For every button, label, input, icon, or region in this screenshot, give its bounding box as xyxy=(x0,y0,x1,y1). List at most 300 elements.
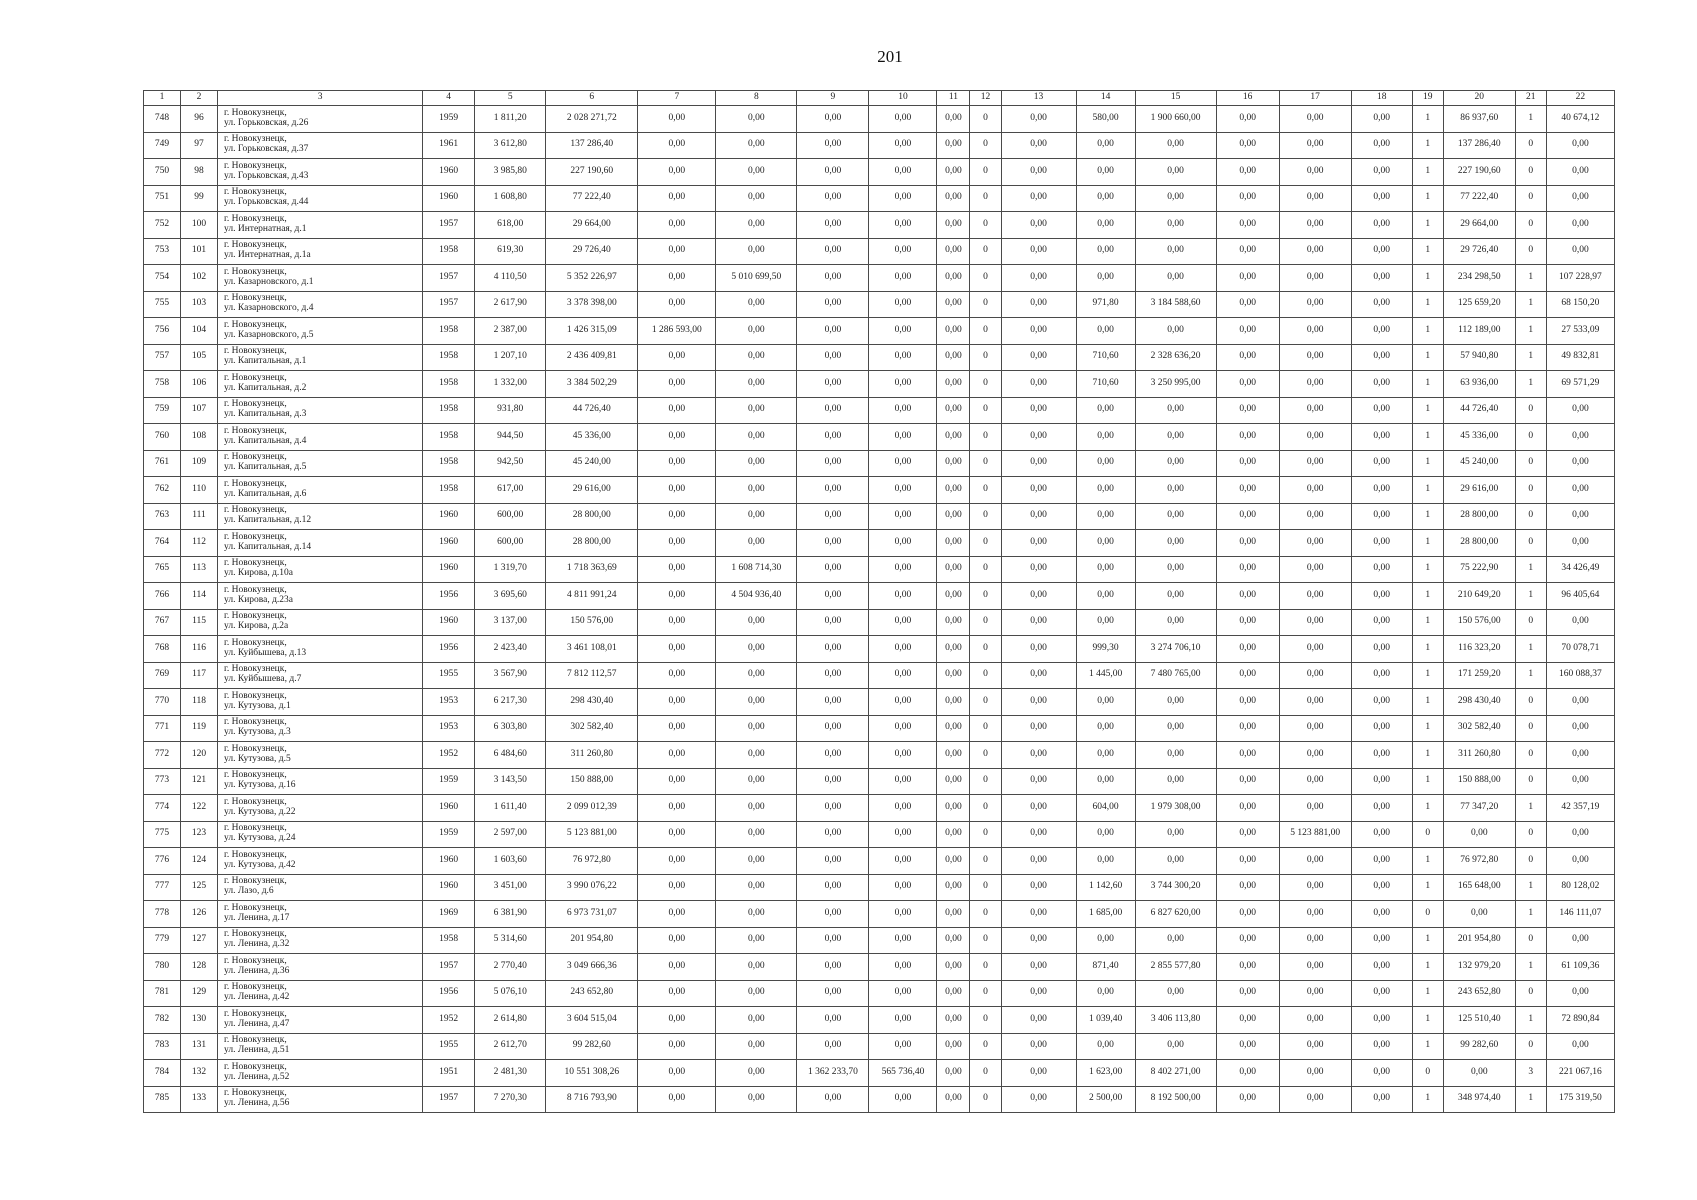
table-cell-col-2: 128 xyxy=(181,954,218,981)
table-cell-col-8: 0,00 xyxy=(716,609,797,636)
table-cell-col-2: 110 xyxy=(181,477,218,504)
table-cell-col-10: 0,00 xyxy=(869,689,937,716)
table-row xyxy=(144,821,1615,848)
table-cell-col-18: 0,00 xyxy=(1351,424,1412,451)
table-row xyxy=(144,954,1615,981)
table-cell-col-14: 0,00 xyxy=(1076,185,1135,212)
table-cell-col-17: 0,00 xyxy=(1279,980,1351,1007)
table-cell-col-13: 0,00 xyxy=(1001,503,1076,530)
table-cell-col-8: 0,00 xyxy=(716,662,797,689)
table-cell-col-9: 0,00 xyxy=(797,768,869,795)
table-cell-col-16: 0,00 xyxy=(1216,954,1279,981)
table-cell-col-4: 1958 xyxy=(423,477,475,504)
table-cell-col-20: 29 616,00 xyxy=(1443,477,1515,504)
table-cell-col-11: 0,00 xyxy=(937,954,970,981)
table-cell-col-17: 0,00 xyxy=(1279,265,1351,292)
table-cell-col-15: 6 827 620,00 xyxy=(1135,901,1216,928)
address-city: г. Новокузнецк, xyxy=(224,452,287,463)
column-header-20: 20 xyxy=(1443,91,1515,106)
address-street: ул. Ленина, д.32 xyxy=(224,939,290,950)
table-cell-col-14: 0,00 xyxy=(1076,556,1135,583)
table-cell-col-9: 0,00 xyxy=(797,450,869,477)
table-row xyxy=(144,742,1615,769)
table-cell-col-13: 0,00 xyxy=(1001,980,1076,1007)
table-cell-col-18: 0,00 xyxy=(1351,715,1412,742)
address-cell xyxy=(218,609,423,636)
table-cell-col-12: 0 xyxy=(970,662,1001,689)
table-cell-col-22: 160 088,37 xyxy=(1546,662,1614,689)
table-cell-col-21: 1 xyxy=(1515,1086,1546,1113)
table-cell-col-8: 4 504 936,40 xyxy=(716,583,797,610)
table-cell-col-16: 0,00 xyxy=(1216,901,1279,928)
address-city: г. Новокузнецк, xyxy=(224,531,287,542)
table-cell-col-5: 2 612,70 xyxy=(475,1033,546,1060)
table-cell-col-6: 201 954,80 xyxy=(546,927,638,954)
table-cell-col-12: 0 xyxy=(970,848,1001,875)
column-header-7: 7 xyxy=(638,91,716,106)
table-cell-col-20: 243 652,80 xyxy=(1443,980,1515,1007)
table-cell-col-9: 0,00 xyxy=(797,874,869,901)
table-cell-col-7: 0,00 xyxy=(638,662,716,689)
table-cell-col-5: 4 110,50 xyxy=(475,265,546,292)
table-cell-col-6: 44 726,40 xyxy=(546,397,638,424)
table-cell-col-20: 298 430,40 xyxy=(1443,689,1515,716)
table-cell-col-1: 759 xyxy=(144,397,181,424)
table-cell-col-19: 1 xyxy=(1412,954,1443,981)
column-header-11: 11 xyxy=(937,91,970,106)
table-cell-col-20: 86 937,60 xyxy=(1443,106,1515,133)
table-cell-col-19: 1 xyxy=(1412,689,1443,716)
table-cell-col-11: 0,00 xyxy=(937,318,970,345)
table-cell-col-7: 0,00 xyxy=(638,1033,716,1060)
table-cell-col-13: 0,00 xyxy=(1001,185,1076,212)
table-cell-col-20: 76 972,80 xyxy=(1443,848,1515,875)
table-cell-col-15: 1 979 308,00 xyxy=(1135,795,1216,822)
table-cell-col-5: 2 617,90 xyxy=(475,291,546,318)
table-cell-col-9: 0,00 xyxy=(797,238,869,265)
address-city: г. Новокузнецк, xyxy=(224,399,287,410)
table-cell-col-8: 0,00 xyxy=(716,238,797,265)
table-cell-col-18: 0,00 xyxy=(1351,503,1412,530)
table-cell-col-16: 0,00 xyxy=(1216,450,1279,477)
table-cell-col-10: 0,00 xyxy=(869,609,937,636)
table-cell-col-1: 751 xyxy=(144,185,181,212)
table-cell-col-16: 0,00 xyxy=(1216,132,1279,159)
table-cell-col-22: 0,00 xyxy=(1546,742,1614,769)
table-cell-col-6: 29 664,00 xyxy=(546,212,638,239)
table-cell-col-4: 1952 xyxy=(423,1007,475,1034)
table-cell-col-4: 1959 xyxy=(423,106,475,133)
table-cell-col-2: 97 xyxy=(181,132,218,159)
address-cell xyxy=(218,848,423,875)
table-cell-col-1: 779 xyxy=(144,927,181,954)
table-cell-col-19: 1 xyxy=(1412,106,1443,133)
address-cell xyxy=(218,291,423,318)
table-cell-col-21: 1 xyxy=(1515,265,1546,292)
table-cell-col-18: 0,00 xyxy=(1351,927,1412,954)
table-cell-col-17: 0,00 xyxy=(1279,106,1351,133)
table-cell-col-19: 1 xyxy=(1412,662,1443,689)
table-cell-col-1: 773 xyxy=(144,768,181,795)
table-cell-col-22: 0,00 xyxy=(1546,927,1614,954)
table-cell-col-10: 0,00 xyxy=(869,371,937,398)
address-city: г. Новокузнецк, xyxy=(224,160,287,171)
table-cell-col-19: 1 xyxy=(1412,980,1443,1007)
address-cell xyxy=(218,742,423,769)
table-cell-col-13: 0,00 xyxy=(1001,424,1076,451)
table-cell-col-16: 0,00 xyxy=(1216,238,1279,265)
table-cell-col-16: 0,00 xyxy=(1216,530,1279,557)
table-cell-col-5: 931,80 xyxy=(475,397,546,424)
table-cell-col-10: 0,00 xyxy=(869,265,937,292)
address-city: г. Новокузнецк, xyxy=(224,743,287,754)
table-cell-col-9: 0,00 xyxy=(797,848,869,875)
table-cell-col-4: 1961 xyxy=(423,132,475,159)
table-cell-col-21: 0 xyxy=(1515,689,1546,716)
table-cell-col-21: 1 xyxy=(1515,291,1546,318)
table-cell-col-11: 0,00 xyxy=(937,848,970,875)
table-cell-col-10: 0,00 xyxy=(869,397,937,424)
table-cell-col-6: 8 716 793,90 xyxy=(546,1086,638,1113)
table-cell-col-10: 0,00 xyxy=(869,159,937,186)
table-cell-col-5: 1 603,60 xyxy=(475,848,546,875)
table-cell-col-17: 0,00 xyxy=(1279,344,1351,371)
table-cell-col-12: 0 xyxy=(970,530,1001,557)
address-street: ул. Ленина, д.51 xyxy=(224,1045,290,1056)
table-cell-col-20: 75 222,90 xyxy=(1443,556,1515,583)
table-cell-col-11: 0,00 xyxy=(937,662,970,689)
address-street: ул. Капитальная, д.2 xyxy=(224,382,307,393)
table-cell-col-19: 1 xyxy=(1412,503,1443,530)
table-cell-col-16: 0,00 xyxy=(1216,768,1279,795)
table-cell-col-17: 0,00 xyxy=(1279,715,1351,742)
table-cell-col-6: 150 576,00 xyxy=(546,609,638,636)
table-cell-col-6: 1 718 363,69 xyxy=(546,556,638,583)
table-cell-col-19: 1 xyxy=(1412,344,1443,371)
table-cell-col-1: 776 xyxy=(144,848,181,875)
address-street: ул. Казарновского, д.4 xyxy=(224,303,314,314)
table-cell-col-22: 61 109,36 xyxy=(1546,954,1614,981)
table-cell-col-22: 0,00 xyxy=(1546,848,1614,875)
table-cell-col-10: 0,00 xyxy=(869,238,937,265)
table-cell-col-2: 109 xyxy=(181,450,218,477)
table-cell-col-15: 0,00 xyxy=(1135,980,1216,1007)
table-cell-col-17: 0,00 xyxy=(1279,1060,1351,1087)
table-cell-col-13: 0,00 xyxy=(1001,318,1076,345)
table-cell-col-17: 0,00 xyxy=(1279,397,1351,424)
table-row xyxy=(144,424,1615,451)
table-cell-col-13: 0,00 xyxy=(1001,662,1076,689)
address-city: г. Новокузнецк, xyxy=(224,929,287,940)
table-cell-col-17: 0,00 xyxy=(1279,185,1351,212)
table-cell-col-20: 201 954,80 xyxy=(1443,927,1515,954)
table-cell-col-19: 1 xyxy=(1412,424,1443,451)
table-cell-col-12: 0 xyxy=(970,901,1001,928)
column-header-17: 17 xyxy=(1279,91,1351,106)
table-cell-col-15: 3 274 706,10 xyxy=(1135,636,1216,663)
address-cell xyxy=(218,980,423,1007)
table-cell-col-2: 124 xyxy=(181,848,218,875)
table-cell-col-9: 0,00 xyxy=(797,901,869,928)
table-cell-col-12: 0 xyxy=(970,821,1001,848)
table-cell-col-15: 0,00 xyxy=(1135,742,1216,769)
table-cell-col-15: 3 250 995,00 xyxy=(1135,371,1216,398)
column-header-18: 18 xyxy=(1351,91,1412,106)
table-cell-col-19: 1 xyxy=(1412,185,1443,212)
table-cell-col-17: 0,00 xyxy=(1279,742,1351,769)
address-street: ул. Казарновского, д.5 xyxy=(224,329,314,340)
table-cell-col-9: 0,00 xyxy=(797,291,869,318)
table-row xyxy=(144,848,1615,875)
table-cell-col-9: 0,00 xyxy=(797,424,869,451)
table-cell-col-7: 0,00 xyxy=(638,503,716,530)
table-cell-col-17: 5 123 881,00 xyxy=(1279,821,1351,848)
table-cell-col-1: 760 xyxy=(144,424,181,451)
table-cell-col-6: 2 028 271,72 xyxy=(546,106,638,133)
table-cell-col-1: 767 xyxy=(144,609,181,636)
table-cell-col-7: 0,00 xyxy=(638,397,716,424)
table-cell-col-21: 1 xyxy=(1515,954,1546,981)
table-cell-col-11: 0,00 xyxy=(937,1060,970,1087)
address-city: г. Новокузнецк, xyxy=(224,319,287,330)
table-row xyxy=(144,106,1615,133)
table-cell-col-10: 0,00 xyxy=(869,185,937,212)
table-cell-col-1: 766 xyxy=(144,583,181,610)
table-cell-col-6: 3 049 666,36 xyxy=(546,954,638,981)
table-cell-col-12: 0 xyxy=(970,927,1001,954)
table-cell-col-4: 1969 xyxy=(423,901,475,928)
table-cell-col-10: 0,00 xyxy=(869,1007,937,1034)
table-cell-col-7: 0,00 xyxy=(638,132,716,159)
table-cell-col-14: 0,00 xyxy=(1076,768,1135,795)
address-city: г. Новокузнецк, xyxy=(224,611,287,622)
table-cell-col-20: 150 888,00 xyxy=(1443,768,1515,795)
address-street: ул. Ленина, д.42 xyxy=(224,992,290,1003)
table-cell-col-7: 0,00 xyxy=(638,636,716,663)
table-cell-col-15: 7 480 765,00 xyxy=(1135,662,1216,689)
table-cell-col-2: 121 xyxy=(181,768,218,795)
table-row xyxy=(144,265,1615,292)
table-cell-col-8: 0,00 xyxy=(716,821,797,848)
address-city: г. Новокузнецк, xyxy=(224,584,287,595)
table-row xyxy=(144,636,1615,663)
table-cell-col-1: 770 xyxy=(144,689,181,716)
table-cell-col-5: 619,30 xyxy=(475,238,546,265)
table-cell-col-13: 0,00 xyxy=(1001,609,1076,636)
table-cell-col-21: 1 xyxy=(1515,1007,1546,1034)
table-cell-col-6: 3 604 515,04 xyxy=(546,1007,638,1034)
table-cell-col-6: 3 384 502,29 xyxy=(546,371,638,398)
table-cell-col-10: 0,00 xyxy=(869,742,937,769)
table-cell-col-20: 44 726,40 xyxy=(1443,397,1515,424)
table-cell-col-21: 0 xyxy=(1515,424,1546,451)
table-cell-col-9: 0,00 xyxy=(797,265,869,292)
table-cell-col-7: 0,00 xyxy=(638,795,716,822)
table-cell-col-14: 1 039,40 xyxy=(1076,1007,1135,1034)
table-cell-col-15: 0,00 xyxy=(1135,927,1216,954)
table-cell-col-6: 28 800,00 xyxy=(546,530,638,557)
table-cell-col-18: 0,00 xyxy=(1351,132,1412,159)
table-cell-col-13: 0,00 xyxy=(1001,1007,1076,1034)
table-cell-col-11: 0,00 xyxy=(937,185,970,212)
table-cell-col-1: 753 xyxy=(144,238,181,265)
table-cell-col-16: 0,00 xyxy=(1216,583,1279,610)
table-cell-col-21: 1 xyxy=(1515,106,1546,133)
table-cell-col-7: 0,00 xyxy=(638,371,716,398)
table-cell-col-22: 175 319,50 xyxy=(1546,1086,1614,1113)
table-cell-col-7: 0,00 xyxy=(638,185,716,212)
table-cell-col-19: 0 xyxy=(1412,821,1443,848)
table-cell-col-6: 45 240,00 xyxy=(546,450,638,477)
table-cell-col-14: 0,00 xyxy=(1076,159,1135,186)
table-cell-col-1: 762 xyxy=(144,477,181,504)
table-cell-col-16: 0,00 xyxy=(1216,477,1279,504)
table-cell-col-18: 0,00 xyxy=(1351,1033,1412,1060)
table-cell-col-8: 0,00 xyxy=(716,212,797,239)
table-cell-col-15: 0,00 xyxy=(1135,503,1216,530)
table-cell-col-14: 710,60 xyxy=(1076,371,1135,398)
address-city: г. Новокузнецк, xyxy=(224,425,287,436)
table-cell-col-1: 763 xyxy=(144,503,181,530)
table-cell-col-12: 0 xyxy=(970,106,1001,133)
address-cell xyxy=(218,715,423,742)
table-cell-col-16: 0,00 xyxy=(1216,397,1279,424)
address-street: ул. Ленина, д.47 xyxy=(224,1018,290,1029)
address-street: ул. Горьковская, д.43 xyxy=(224,170,309,181)
table-cell-col-22: 42 357,19 xyxy=(1546,795,1614,822)
table-cell-col-11: 0,00 xyxy=(937,424,970,451)
table-cell-col-20: 77 347,20 xyxy=(1443,795,1515,822)
table-cell-col-14: 0,00 xyxy=(1076,212,1135,239)
address-city: г. Новокузнецк, xyxy=(224,505,287,516)
table-cell-col-12: 0 xyxy=(970,424,1001,451)
table-cell-col-5: 3 143,50 xyxy=(475,768,546,795)
table-row xyxy=(144,927,1615,954)
table-cell-col-5: 1 332,00 xyxy=(475,371,546,398)
table-cell-col-20: 45 336,00 xyxy=(1443,424,1515,451)
table-cell-col-8: 0,00 xyxy=(716,954,797,981)
table-cell-col-1: 755 xyxy=(144,291,181,318)
table-cell-col-8: 0,00 xyxy=(716,1086,797,1113)
table-cell-col-6: 3 990 076,22 xyxy=(546,874,638,901)
table-cell-col-8: 0,00 xyxy=(716,159,797,186)
table-cell-col-12: 0 xyxy=(970,159,1001,186)
address-cell xyxy=(218,662,423,689)
table-cell-col-6: 3 378 398,00 xyxy=(546,291,638,318)
table-row xyxy=(144,212,1615,239)
table-cell-col-17: 0,00 xyxy=(1279,1007,1351,1034)
table-cell-col-19: 1 xyxy=(1412,371,1443,398)
table-cell-col-4: 1958 xyxy=(423,371,475,398)
table-cell-col-8: 0,00 xyxy=(716,450,797,477)
table-row xyxy=(144,132,1615,159)
table-cell-col-18: 0,00 xyxy=(1351,291,1412,318)
table-cell-col-17: 0,00 xyxy=(1279,530,1351,557)
table-cell-col-7: 0,00 xyxy=(638,1086,716,1113)
table-cell-col-21: 1 xyxy=(1515,901,1546,928)
table-cell-col-19: 0 xyxy=(1412,1060,1443,1087)
table-cell-col-10: 0,00 xyxy=(869,954,937,981)
table-cell-col-11: 0,00 xyxy=(937,132,970,159)
table-cell-col-16: 0,00 xyxy=(1216,1086,1279,1113)
address-cell xyxy=(218,530,423,557)
table-cell-col-2: 100 xyxy=(181,212,218,239)
table-cell-col-20: 28 800,00 xyxy=(1443,503,1515,530)
table-cell-col-11: 0,00 xyxy=(937,212,970,239)
table-cell-col-18: 0,00 xyxy=(1351,318,1412,345)
table-cell-col-11: 0,00 xyxy=(937,1007,970,1034)
table-cell-col-21: 0 xyxy=(1515,848,1546,875)
table-cell-col-22: 49 832,81 xyxy=(1546,344,1614,371)
table-cell-col-2: 113 xyxy=(181,556,218,583)
table-cell-col-7: 1 286 593,00 xyxy=(638,318,716,345)
table-cell-col-22: 27 533,09 xyxy=(1546,318,1614,345)
table-cell-col-17: 0,00 xyxy=(1279,1086,1351,1113)
table-cell-col-22: 0,00 xyxy=(1546,477,1614,504)
table-cell-col-17: 0,00 xyxy=(1279,768,1351,795)
address-cell xyxy=(218,106,423,133)
table-cell-col-5: 618,00 xyxy=(475,212,546,239)
address-cell xyxy=(218,583,423,610)
table-cell-col-12: 0 xyxy=(970,371,1001,398)
table-cell-col-6: 5 352 226,97 xyxy=(546,265,638,292)
table-cell-col-14: 0,00 xyxy=(1076,1033,1135,1060)
table-cell-col-11: 0,00 xyxy=(937,265,970,292)
table-cell-col-17: 0,00 xyxy=(1279,662,1351,689)
table-cell-col-14: 710,60 xyxy=(1076,344,1135,371)
table-cell-col-5: 2 770,40 xyxy=(475,954,546,981)
table-cell-col-7: 0,00 xyxy=(638,450,716,477)
table-cell-col-19: 1 xyxy=(1412,397,1443,424)
address-city: г. Новокузнецк, xyxy=(224,107,287,118)
address-city: г. Новокузнецк, xyxy=(224,187,287,198)
table-cell-col-9: 0,00 xyxy=(797,583,869,610)
table-cell-col-9: 0,00 xyxy=(797,742,869,769)
table-cell-col-16: 0,00 xyxy=(1216,371,1279,398)
table-cell-col-22: 0,00 xyxy=(1546,185,1614,212)
table-cell-col-20: 63 936,00 xyxy=(1443,371,1515,398)
table-cell-col-9: 0,00 xyxy=(797,344,869,371)
table-cell-col-17: 0,00 xyxy=(1279,1033,1351,1060)
table-cell-col-18: 0,00 xyxy=(1351,742,1412,769)
table-cell-col-21: 0 xyxy=(1515,212,1546,239)
table-cell-col-18: 0,00 xyxy=(1351,450,1412,477)
address-cell xyxy=(218,503,423,530)
table-cell-col-2: 132 xyxy=(181,1060,218,1087)
table-cell-col-11: 0,00 xyxy=(937,1086,970,1113)
table-cell-col-19: 1 xyxy=(1412,450,1443,477)
table-cell-col-13: 0,00 xyxy=(1001,1033,1076,1060)
table-cell-col-13: 0,00 xyxy=(1001,212,1076,239)
address-city: г. Новокузнецк, xyxy=(224,876,287,887)
table-cell-col-13: 0,00 xyxy=(1001,530,1076,557)
table-cell-col-15: 0,00 xyxy=(1135,185,1216,212)
table-cell-col-12: 0 xyxy=(970,980,1001,1007)
table-cell-col-15: 3 406 113,80 xyxy=(1135,1007,1216,1034)
table-cell-col-20: 311 260,80 xyxy=(1443,742,1515,769)
table-cell-col-13: 0,00 xyxy=(1001,927,1076,954)
table-cell-col-17: 0,00 xyxy=(1279,212,1351,239)
table-cell-col-13: 0,00 xyxy=(1001,556,1076,583)
table-cell-col-12: 0 xyxy=(970,318,1001,345)
table-cell-col-18: 0,00 xyxy=(1351,583,1412,610)
table-cell-col-17: 0,00 xyxy=(1279,636,1351,663)
address-city: г. Новокузнецк, xyxy=(224,796,287,807)
table-cell-col-11: 0,00 xyxy=(937,159,970,186)
table-cell-col-4: 1953 xyxy=(423,715,475,742)
address-street: ул. Капитальная, д.3 xyxy=(224,409,307,420)
table-cell-col-9: 0,00 xyxy=(797,1086,869,1113)
